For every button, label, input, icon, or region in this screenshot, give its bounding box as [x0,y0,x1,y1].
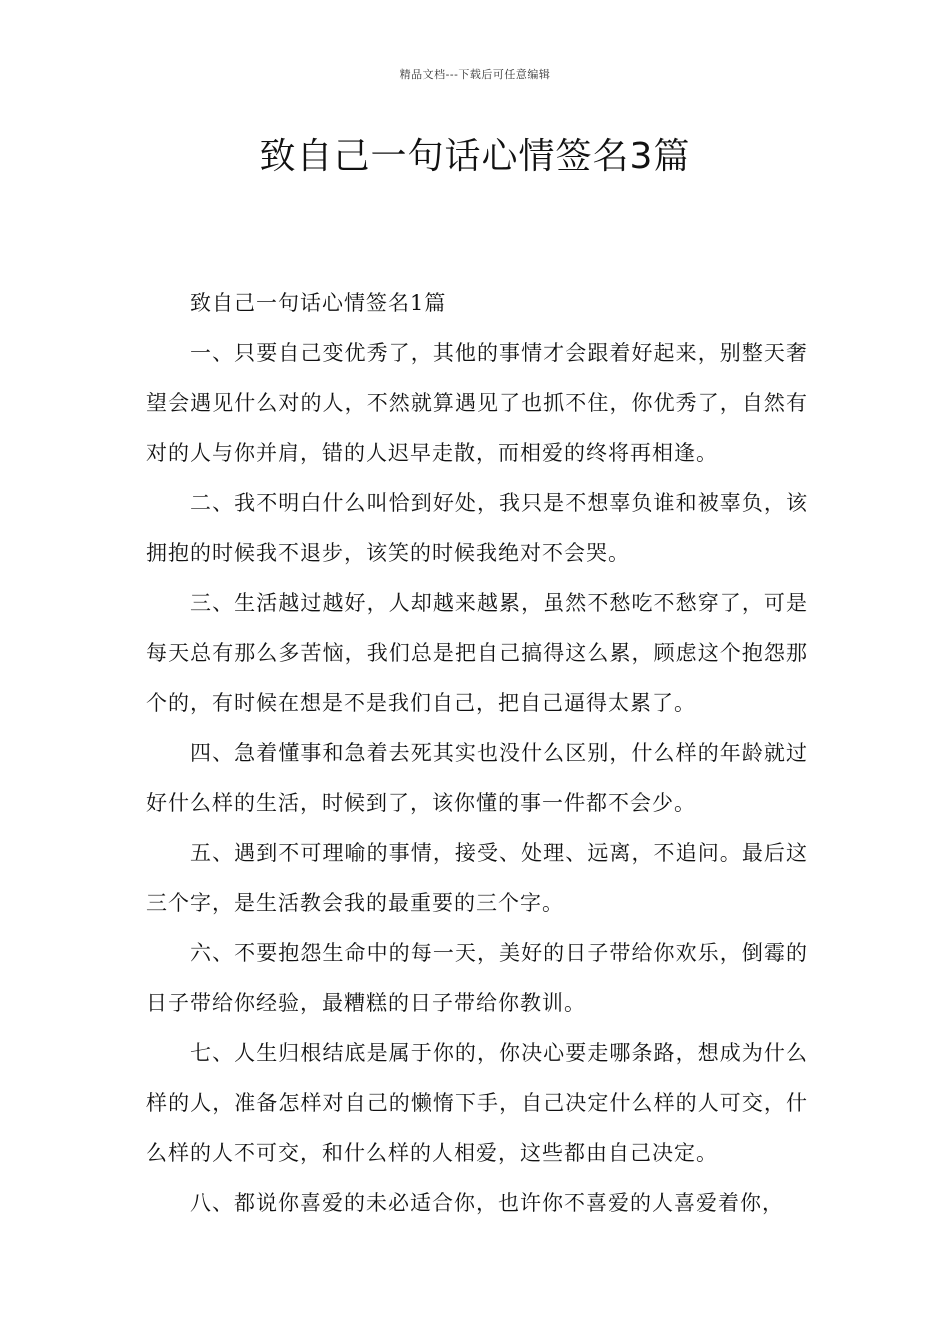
paragraph: 五、遇到不可理喻的事情，接受、处理、远离，不追问。最后这三个字，是生活教会我的最重要的三个字。 [146,841,808,915]
paragraph: 一、只要自己变优秀了，其他的事情才会跟着好起来，别整天奢望会遇见什么对的人，不然就算遇见了也抓不住，你优秀了，自然有对的人与你并肩，错的人迟早走散，而相爱的终将再相逢。 [146,341,808,465]
paragraph: 八、都说你喜爱的未必适合你，也许你不喜爱的人喜爱着你， [190,1191,784,1215]
paragraph: 六、不要抱怨生命中的每一天，美好的日子带给你欢乐，倒霉的日子带给你经验，最糟糕的日子带给你教训。 [146,941,808,1015]
paragraph: 二、我不明白什么叫恰到好处，我只是不想辜负谁和被辜负，该拥抱的时候我不退步，该笑的时候我绝对不会哭。 [146,491,808,565]
paragraph: 三、生活越过越好，人却越来越累，虽然不愁吃不愁穿了，可是每天总有那么多苦恼，我们总是把自己搞得这么累，顾虑这个抱怨那个的，有时候在想是不是我们自己，把自己逼得太累了。 [146,591,808,715]
header-note: 精品文档---下载后可任意编辑 [399,68,551,81]
document-body [146,278,808,1228]
paragraph: 四、急着懂事和急着去死其实也没什么区别，什么样的年龄就过好什么样的生活，时候到了，该你懂的事一件都不会少。 [146,741,808,815]
document-title: 致自己一句话心情签名3篇 [259,136,691,177]
section-heading: 致自己一句话心情签名1篇 [190,291,447,315]
paragraph: 七、人生归根结底是属于你的，你决心要走哪条路，想成为什么样的人，准备怎样对自己的懒惰下手，自己决定什么样的人可交，什么样的人不可交，和什么样的人相爱，这些都由自己决定。 [146,1041,808,1165]
